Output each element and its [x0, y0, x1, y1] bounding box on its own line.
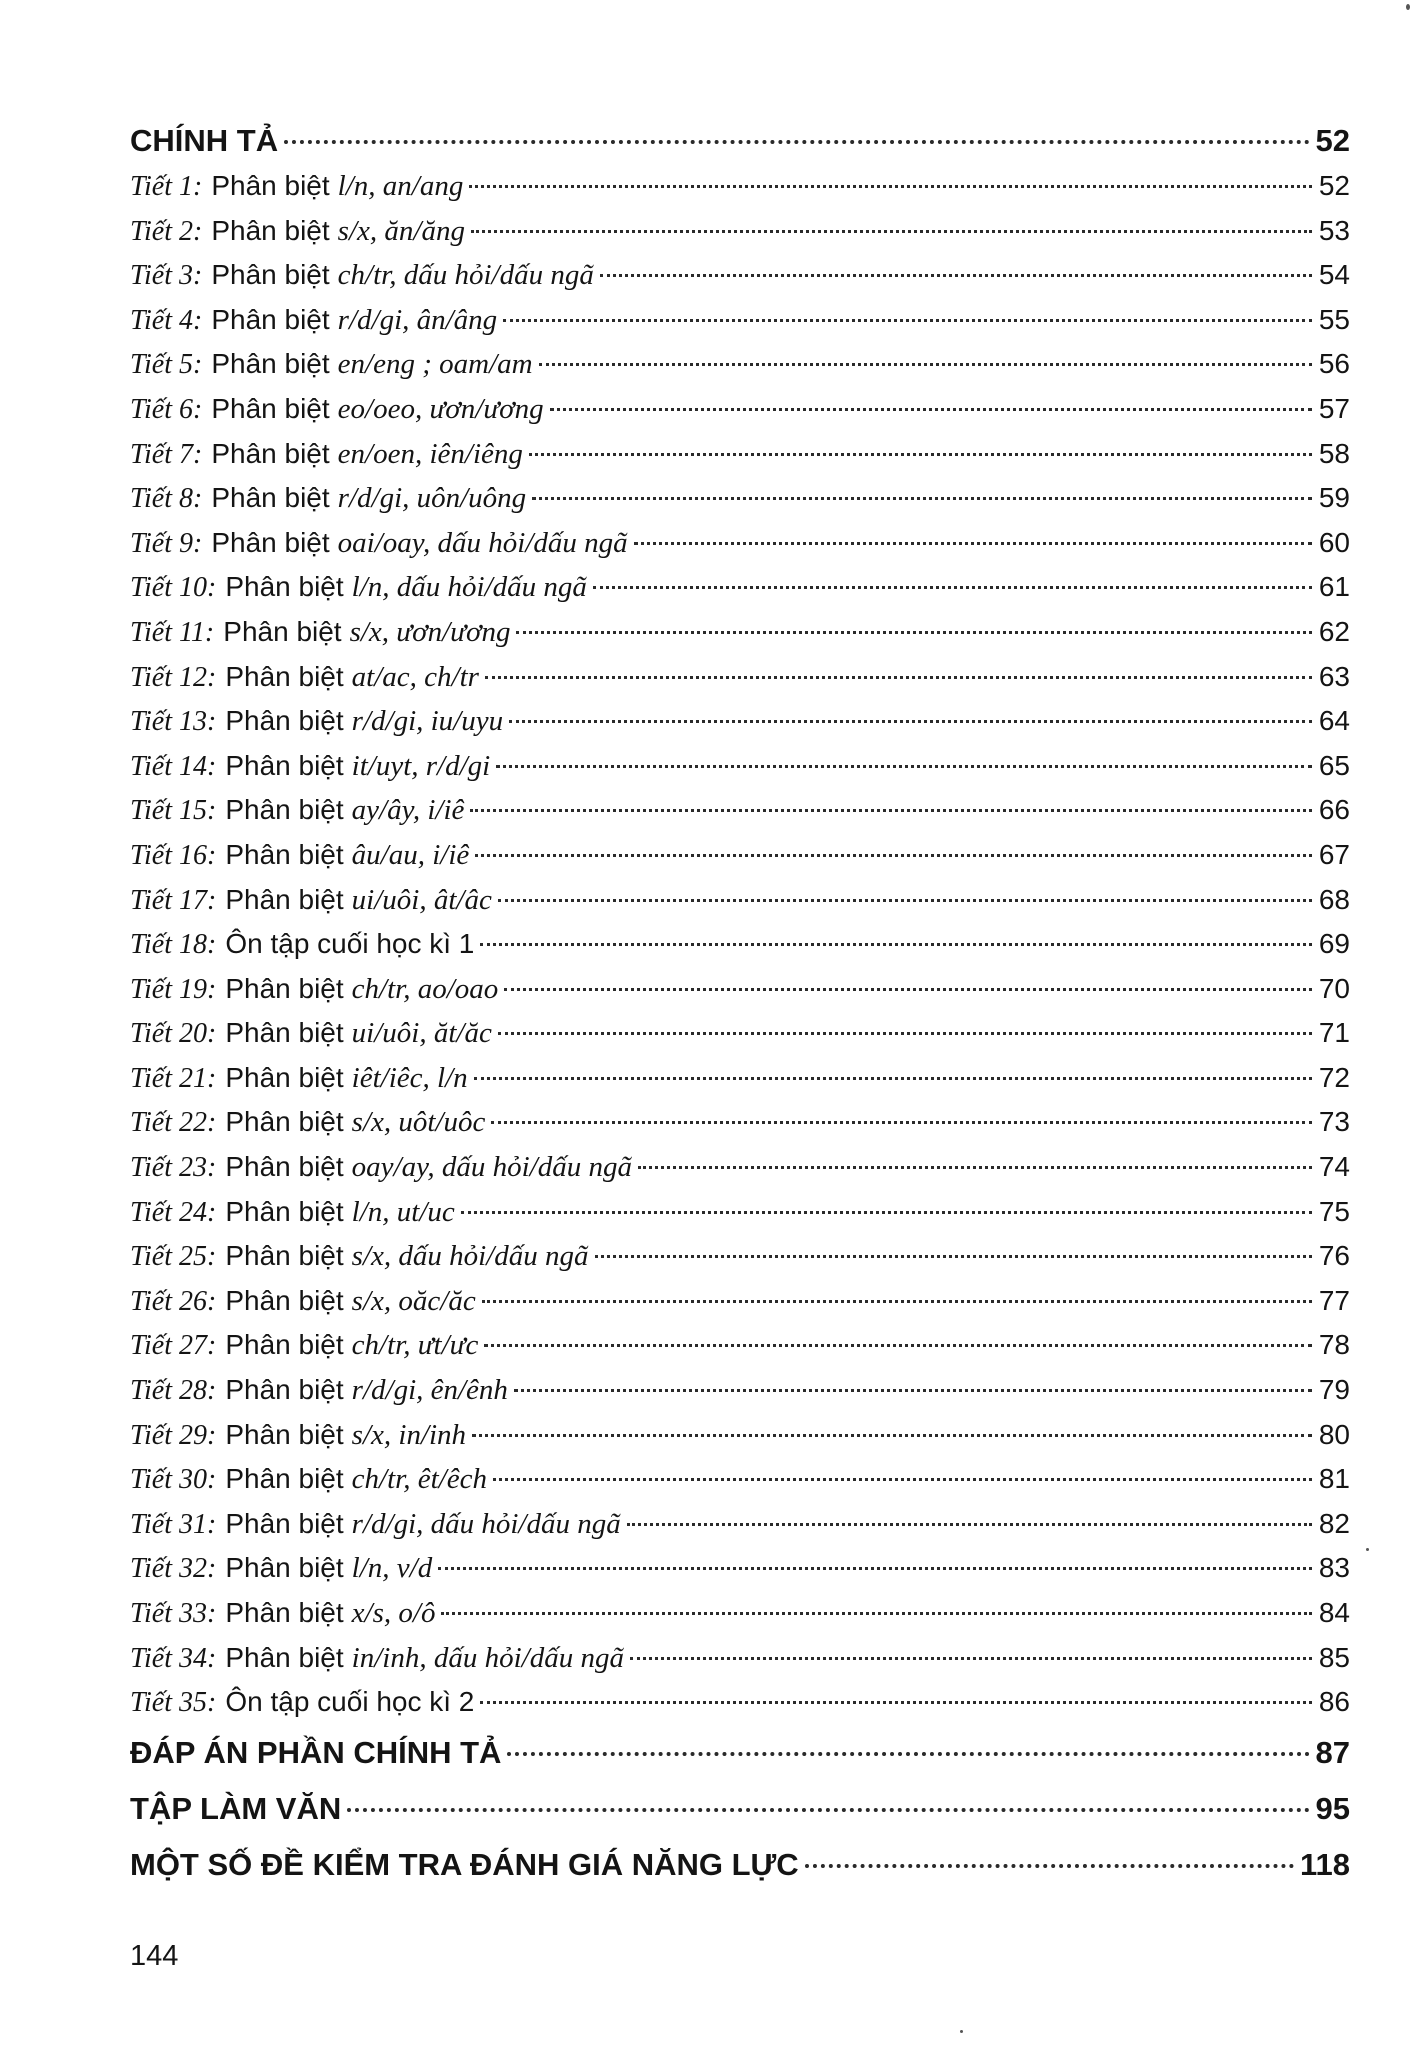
lesson-title: Phân biệt — [225, 1463, 344, 1495]
dot-leader — [627, 1523, 1312, 1526]
lesson-topic: ch/tr, êt/êch — [351, 1463, 487, 1496]
dot-leader — [516, 631, 1312, 634]
lesson-label: Tiết 3: — [130, 260, 203, 292]
lesson-topic: s/x, oăc/ăc — [351, 1284, 476, 1317]
page-number: 61 — [1318, 571, 1350, 603]
page-number: 75 — [1318, 1195, 1350, 1227]
lesson-label: Tiết 35: — [130, 1687, 217, 1719]
lesson-label: Tiết 24: — [130, 1196, 217, 1228]
dot-leader — [491, 1121, 1312, 1124]
toc-row-lesson[interactable] — [130, 1011, 1350, 1056]
lesson-label: Tiết 14: — [130, 750, 217, 782]
page-number: 87 — [1315, 1734, 1350, 1770]
bottom-heading-list — [130, 1725, 1350, 1893]
lesson-topic: r/d/gi, uôn/uông — [337, 482, 527, 515]
lesson-title: Phân biệt — [211, 437, 330, 469]
dot-leader — [441, 1612, 1312, 1615]
dot-leader — [482, 1300, 1312, 1303]
page-number: 74 — [1318, 1151, 1350, 1183]
lesson-topic: ch/tr, dấu hỏi/dấu ngã — [337, 259, 594, 292]
toc-row-lesson[interactable] — [130, 298, 1350, 343]
dot-leader — [485, 676, 1312, 679]
lesson-title: Phân biệt — [225, 1418, 344, 1450]
lesson-topic: en/eng ; oam/am — [337, 348, 533, 381]
lesson-label: Tiết 4: — [130, 304, 203, 336]
page-number: 54 — [1318, 259, 1350, 291]
lesson-title: Phân biệt — [211, 214, 330, 246]
lesson-label: Tiết 9: — [130, 527, 203, 559]
lesson-topic: s/x, dấu hỏi/dấu ngã — [351, 1240, 589, 1273]
dot-leader — [514, 1389, 1312, 1392]
page-number: 69 — [1318, 928, 1350, 960]
dot-leader — [595, 1255, 1312, 1258]
page-number: 81 — [1318, 1463, 1350, 1495]
toc-row-lesson[interactable] — [130, 1056, 1350, 1101]
lesson-title: Phân biệt — [225, 1284, 344, 1316]
dot-leader — [469, 185, 1312, 188]
dot-leader — [529, 453, 1312, 456]
dot-leader — [438, 1567, 1312, 1570]
lesson-title: Phân biệt — [225, 1106, 344, 1138]
toc-row-lesson[interactable] — [130, 1457, 1350, 1502]
page-number: 56 — [1318, 348, 1350, 380]
lesson-label: Tiết 15: — [130, 795, 217, 827]
lesson-topic: ui/uôi, ât/âc — [351, 883, 492, 916]
lesson-topic: l/n, dấu hỏi/dấu ngã — [351, 571, 587, 604]
page-number: 60 — [1318, 526, 1350, 558]
page-number: 57 — [1318, 392, 1350, 424]
dot-leader — [504, 988, 1312, 991]
toc-row-lesson[interactable] — [130, 833, 1350, 878]
lesson-title: Phân biệt — [225, 794, 344, 826]
lesson-title: Phân biệt — [225, 1552, 344, 1584]
lesson-topic: l/n, an/ang — [337, 170, 464, 202]
page-number: 53 — [1318, 214, 1350, 246]
lesson-topic: âu/au, i/iê — [351, 838, 470, 871]
toc-row-lesson[interactable] — [130, 432, 1350, 477]
page-number: 79 — [1318, 1374, 1350, 1406]
dot-leader — [509, 720, 1312, 723]
heading-title: ĐÁP ÁN PHẦN CHÍNH TẢ — [130, 1734, 502, 1770]
lesson-label: Tiết 10: — [130, 572, 217, 604]
dot-leader — [498, 899, 1312, 902]
lesson-topic: ui/uôi, ăt/ăc — [351, 1017, 492, 1050]
lesson-label: Tiết 25: — [130, 1241, 217, 1273]
lesson-title: Phân biệt — [211, 392, 330, 424]
dot-leader — [496, 765, 1312, 768]
lesson-title: Phân biệt — [225, 571, 344, 603]
toc-row-lesson[interactable] — [130, 1636, 1350, 1681]
dot-leader — [471, 230, 1312, 233]
lesson-topic: l/n, ut/uc — [351, 1195, 455, 1228]
toc-row-lesson[interactable] — [130, 744, 1350, 789]
lesson-label: Tiết 12: — [130, 661, 217, 693]
lesson-list — [130, 164, 1350, 1725]
lesson-label: Tiết 30: — [130, 1464, 217, 1496]
page-number: 76 — [1318, 1240, 1350, 1272]
lesson-label: Tiết 16: — [130, 839, 217, 871]
lesson-title: Phân biệt — [211, 303, 330, 335]
lesson-label: Tiết 18: — [130, 929, 217, 961]
lesson-topic: oai/oay, dấu hỏi/dấu ngã — [337, 526, 628, 559]
dot-leader — [630, 1657, 1312, 1660]
page-number: 73 — [1318, 1106, 1350, 1138]
lesson-topic: s/x, in/inh — [351, 1418, 467, 1451]
lesson-label: Tiết 21: — [130, 1062, 217, 1094]
lesson-title: Phân biệt — [225, 1641, 344, 1673]
lesson-title: Phân biệt — [225, 660, 344, 692]
lesson-topic: ay/ây, i/iê — [351, 794, 465, 827]
dot-leader — [600, 274, 1312, 277]
lesson-title: Phân biệt — [225, 749, 344, 781]
lesson-title: Phân biệt — [225, 1507, 344, 1539]
lesson-topic: r/d/gi, ân/âng — [337, 303, 498, 336]
lesson-label: Tiết 2: — [130, 215, 203, 247]
page-number: 66 — [1318, 794, 1350, 826]
toc-row-lesson[interactable] — [130, 1234, 1350, 1279]
lesson-title: Phân biệt — [211, 482, 330, 514]
lesson-label: Tiết 8: — [130, 483, 203, 515]
lesson-label: Tiết 23: — [130, 1152, 217, 1184]
page-number: 63 — [1318, 660, 1350, 692]
lesson-label: Tiết 29: — [130, 1419, 217, 1451]
page-number: 78 — [1318, 1329, 1350, 1361]
lesson-topic: s/x, ươn/ương — [349, 615, 511, 648]
lesson-title: Phân biệt — [225, 1151, 344, 1183]
lesson-title: Phân biệt — [211, 259, 330, 291]
lesson-title: Phân biệt — [211, 526, 330, 558]
page-number: 64 — [1318, 705, 1350, 737]
lesson-label: Tiết 5: — [130, 349, 203, 381]
lesson-label: Tiết 1: — [130, 171, 203, 202]
dot-leader — [474, 1077, 1312, 1080]
lesson-title: Ôn tập cuối học kì 1 — [225, 928, 475, 960]
lesson-topic: it/uyt, r/d/gi — [351, 749, 491, 782]
toc-row-lesson[interactable] — [130, 1279, 1350, 1324]
dot-leader — [493, 1478, 1312, 1481]
dot-leader — [475, 854, 1312, 857]
lesson-title: Phân biệt — [223, 615, 342, 647]
page-number: 72 — [1318, 1061, 1350, 1093]
dot-leader — [550, 408, 1312, 411]
page-number: 85 — [1318, 1641, 1350, 1673]
lesson-title: Phân biệt — [225, 1061, 344, 1093]
toc-row-lesson[interactable] — [130, 209, 1350, 254]
dot-leader — [470, 809, 1312, 812]
dot-leader — [484, 1344, 1312, 1347]
lesson-topic: ch/tr, ưt/ưc — [351, 1329, 479, 1362]
toc-heading[interactable] — [130, 1725, 1350, 1781]
toc-row-lesson[interactable] — [130, 565, 1350, 610]
lesson-label: Tiết 19: — [130, 973, 217, 1005]
lesson-label: Tiết 27: — [130, 1330, 217, 1362]
toc-row-lesson[interactable] — [130, 610, 1350, 655]
lesson-label: Tiết 31: — [130, 1508, 217, 1540]
toc-row-lesson[interactable] — [130, 521, 1350, 566]
toc-row-lesson[interactable] — [130, 1145, 1350, 1190]
lesson-title: Phân biệt — [225, 972, 344, 1004]
toc-heading[interactable] — [130, 1837, 1350, 1893]
lesson-topic: in/inh, dấu hỏi/dấu ngã — [351, 1641, 624, 1674]
page-folio: 144 — [130, 1940, 179, 1972]
lesson-label: Tiết 11: — [130, 616, 215, 648]
page-number: 52 — [1315, 123, 1350, 158]
toc-row-lesson[interactable] — [130, 1591, 1350, 1636]
lesson-title: Ôn tập cuối học kì 2 — [225, 1686, 475, 1718]
dot-leader — [593, 586, 1312, 589]
lesson-topic: oay/ay, dấu hỏi/dấu ngã — [351, 1151, 632, 1184]
toc-row-lesson[interactable] — [130, 1546, 1350, 1591]
lesson-topic: r/d/gi, dấu hỏi/dấu ngã — [351, 1507, 621, 1540]
dot-leader — [498, 1032, 1312, 1035]
toc-row-lesson[interactable] — [130, 699, 1350, 744]
toc-row-lesson[interactable] — [130, 1413, 1350, 1458]
page-number: 55 — [1318, 303, 1350, 335]
lesson-title: Phân biệt — [211, 170, 330, 201]
toc-row-lesson[interactable] — [130, 655, 1350, 700]
dot-leader — [507, 1752, 1309, 1756]
dot-leader — [503, 319, 1312, 322]
toc-row-lesson[interactable] — [130, 342, 1350, 387]
heading-title: CHÍNH TẢ — [130, 123, 279, 158]
page-number: 80 — [1318, 1418, 1350, 1450]
lesson-topic: en/oen, iên/iêng — [337, 437, 523, 470]
page-number: 52 — [1318, 170, 1350, 201]
toc-row-lesson[interactable] — [130, 922, 1350, 967]
lesson-title: Phân biệt — [225, 1329, 344, 1361]
lesson-label: Tiết 32: — [130, 1553, 217, 1585]
lesson-title: Phân biệt — [225, 1017, 344, 1049]
lesson-topic: l/n, v/d — [351, 1552, 433, 1585]
dot-leader — [805, 1864, 1294, 1868]
lesson-title: Phân biệt — [225, 1240, 344, 1272]
dot-leader — [634, 542, 1312, 545]
toc-row-lesson[interactable] — [130, 1323, 1350, 1368]
dot-leader — [284, 140, 1309, 144]
lesson-label: Tiết 33: — [130, 1598, 217, 1629]
dot-leader — [539, 363, 1312, 366]
dot-leader — [472, 1434, 1312, 1437]
page-number: 68 — [1318, 883, 1350, 915]
toc-row-lesson[interactable] — [130, 1680, 1350, 1725]
lesson-label: Tiết 20: — [130, 1018, 217, 1050]
lesson-label: Tiết 6: — [130, 393, 203, 425]
lesson-topic: iêt/iêc, l/n — [351, 1061, 468, 1094]
page-number: 58 — [1318, 437, 1350, 469]
page-number: 59 — [1318, 482, 1350, 514]
toc-heading[interactable] — [130, 1781, 1350, 1837]
page-number: 83 — [1318, 1552, 1350, 1584]
lesson-topic: ch/tr, ao/oao — [351, 972, 499, 1005]
scan-speck — [1406, 4, 1410, 10]
toc-row-lesson[interactable] — [130, 1502, 1350, 1547]
lesson-label: Tiết 26: — [130, 1285, 217, 1317]
toc-row-lesson[interactable] — [130, 164, 1350, 209]
toc-heading-chinh-ta[interactable] — [130, 118, 1350, 164]
lesson-label: Tiết 34: — [130, 1642, 217, 1674]
page-number: 71 — [1318, 1017, 1350, 1049]
lesson-topic: r/d/gi, iu/uyu — [351, 705, 504, 738]
lesson-title: Phân biệt — [225, 1195, 344, 1227]
page-number: 118 — [1299, 1846, 1350, 1882]
scan-speck — [1366, 1548, 1369, 1551]
page-number: 86 — [1318, 1686, 1350, 1718]
page-number: 84 — [1318, 1597, 1350, 1628]
page-number: 82 — [1318, 1507, 1350, 1539]
lesson-topic: at/ac, ch/tr — [351, 660, 479, 693]
lesson-label: Tiết 7: — [130, 438, 203, 470]
toc-row-lesson[interactable] — [130, 1190, 1350, 1235]
toc-row-lesson[interactable] — [130, 1368, 1350, 1413]
page-number: 70 — [1318, 972, 1350, 1004]
dot-leader — [461, 1211, 1312, 1214]
lesson-title: Phân biệt — [225, 705, 344, 737]
lesson-label: Tiết 28: — [130, 1375, 217, 1407]
lesson-topic: eo/oeo, ươn/ương — [337, 392, 544, 425]
toc-row-lesson[interactable] — [130, 788, 1350, 833]
lesson-topic: s/x, ăn/ăng — [337, 214, 465, 247]
dot-leader — [347, 1808, 1309, 1812]
lesson-title: Phân biệt — [225, 883, 344, 915]
dot-leader — [532, 497, 1312, 500]
lesson-title: Phân biệt — [225, 1597, 344, 1628]
lesson-label: Tiết 17: — [130, 884, 217, 916]
toc-row-lesson[interactable] — [130, 253, 1350, 298]
toc-row-lesson[interactable] — [130, 476, 1350, 521]
dot-leader — [480, 1701, 1312, 1704]
lesson-title: Phân biệt — [225, 1374, 344, 1406]
toc-row-lesson[interactable] — [130, 878, 1350, 923]
lesson-topic: r/d/gi, ên/ênh — [351, 1374, 508, 1407]
page-number: 62 — [1318, 615, 1350, 647]
toc-row-lesson[interactable] — [130, 967, 1350, 1012]
toc-row-lesson[interactable] — [130, 1100, 1350, 1145]
page-number: 77 — [1318, 1284, 1350, 1316]
page-number: 95 — [1315, 1790, 1350, 1826]
lesson-title: Phân biệt — [211, 348, 330, 380]
lesson-topic: x/s, o/ô — [351, 1597, 436, 1629]
table-of-contents — [130, 118, 1350, 1893]
dot-leader — [638, 1166, 1312, 1169]
page-number: 67 — [1318, 838, 1350, 870]
heading-title: TẬP LÀM VĂN — [130, 1790, 342, 1826]
dot-leader — [480, 943, 1312, 946]
lesson-label: Tiết 13: — [130, 706, 217, 738]
lesson-topic: s/x, uôt/uôc — [351, 1106, 486, 1139]
toc-row-lesson[interactable] — [130, 387, 1350, 432]
page-number: 65 — [1318, 749, 1350, 781]
lesson-label: Tiết 22: — [130, 1107, 217, 1139]
heading-title: MỘT SỐ ĐỀ KIỂM TRA ĐÁNH GIÁ NĂNG LỰC — [130, 1846, 799, 1882]
scan-speck — [960, 2030, 963, 2033]
lesson-title: Phân biệt — [225, 838, 344, 870]
